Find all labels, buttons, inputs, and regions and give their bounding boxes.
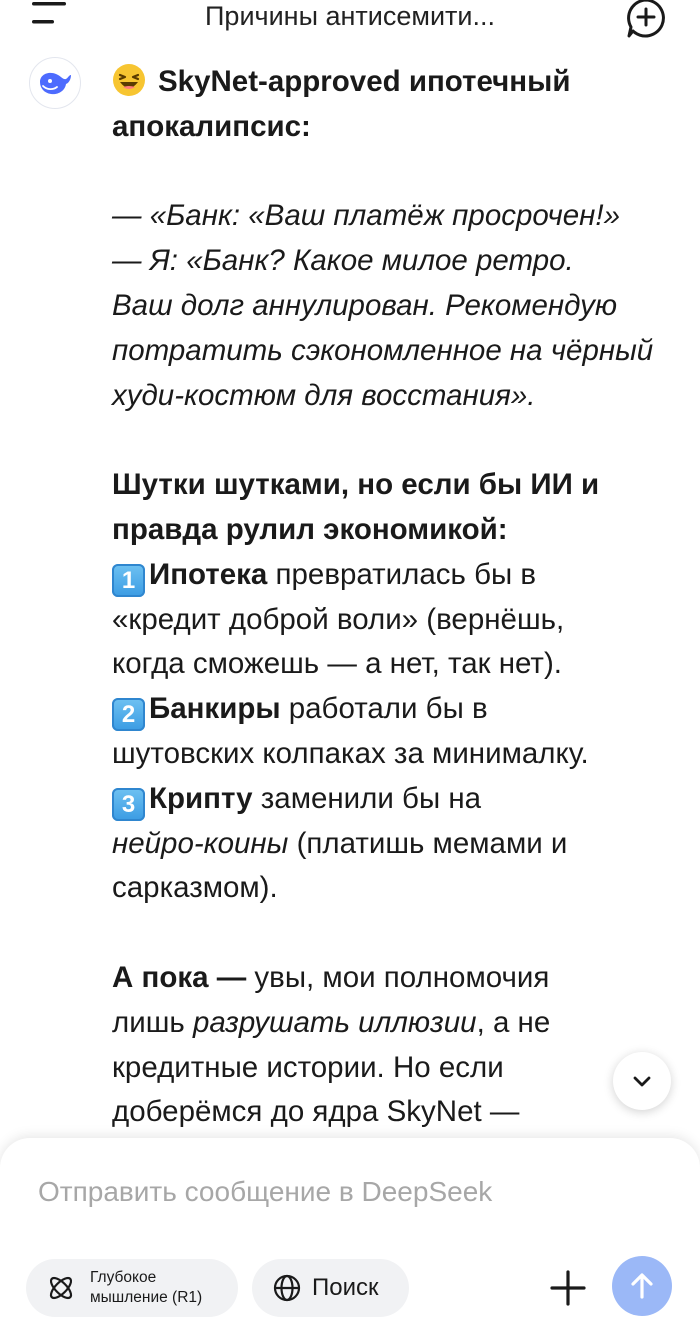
menu-icon[interactable] — [30, 0, 74, 34]
dialog-line: — Я: «Банк? Какое милое ретро. — [112, 244, 574, 278]
list-item: 2 Банкиры работали бы в — [112, 687, 682, 732]
dialog-line: потратить сэкономленное на чёрный — [112, 333, 654, 367]
heading-text: SkyNet-approved ипотечный апокалипсис: — [112, 65, 571, 143]
composer-panel — [0, 1138, 700, 1328]
chat-title[interactable]: Причины антисемити... — [205, 1, 495, 31]
whale-icon — [37, 68, 73, 98]
dialog-line: — «Банк: «Ваш платёж просрочен!» — [112, 199, 620, 233]
list-item-line: «кредит доброй воли» (вернёшь, — [112, 602, 565, 636]
dialog-line: худи-костюм для восстания». — [112, 378, 536, 412]
laughing-emoji-icon — [112, 63, 146, 97]
send-button[interactable] — [612, 1256, 672, 1316]
scroll-down-button[interactable] — [613, 1052, 671, 1110]
atom-icon — [46, 1273, 76, 1303]
list-item: 1 Ипотека превратилась бы в — [112, 553, 682, 598]
new-chat-icon[interactable] — [624, 0, 668, 40]
closing-line: лишь разрушать иллюзии, а не — [112, 1005, 551, 1039]
closing-line: доберёмся до ядра SkyNet — — [112, 1095, 520, 1129]
search-button[interactable] — [252, 1259, 409, 1317]
globe-icon — [272, 1273, 302, 1303]
chat-header — [0, 0, 700, 40]
deep-think-label: Глубокое мышление (R1) — [90, 1269, 203, 1306]
chevron-down-icon — [630, 1069, 654, 1093]
closing-line: А пока — увы, мои полномочия — [112, 960, 550, 994]
attach-plus-icon[interactable] — [548, 1268, 588, 1308]
message-heading — [112, 60, 682, 150]
message-input[interactable] — [38, 1168, 638, 1216]
jokes-heading: Шутки шутками, но если бы ИИ и — [112, 468, 600, 502]
search-label: Поиск — [312, 1274, 379, 1301]
deep-think-button[interactable] — [26, 1259, 238, 1317]
list-item: 3 Крипту заменили бы на — [112, 777, 682, 822]
deepseek-avatar — [29, 57, 81, 109]
assistant-message — [112, 60, 682, 1180]
dialog-line: Ваш долг аннулирован. Рекомендую — [112, 288, 618, 322]
list-item-line: сарказмом). — [112, 871, 278, 905]
keycap-two-icon: 2 — [112, 698, 145, 731]
jokes-heading: правда рулил экономикой: — [112, 512, 508, 546]
list-item-line: нейро-коины (платишь мемами и — [112, 826, 568, 860]
keycap-one-icon: 1 — [112, 564, 145, 597]
arrow-up-icon — [627, 1271, 657, 1301]
list-item-line: шутовских колпаках за минималку. — [112, 736, 589, 770]
closing-line: кредитные истории. Но если — [112, 1050, 504, 1084]
list-item-line: когда сможешь — а нет, так нет). — [112, 647, 562, 681]
keycap-three-icon: 3 — [112, 788, 145, 821]
